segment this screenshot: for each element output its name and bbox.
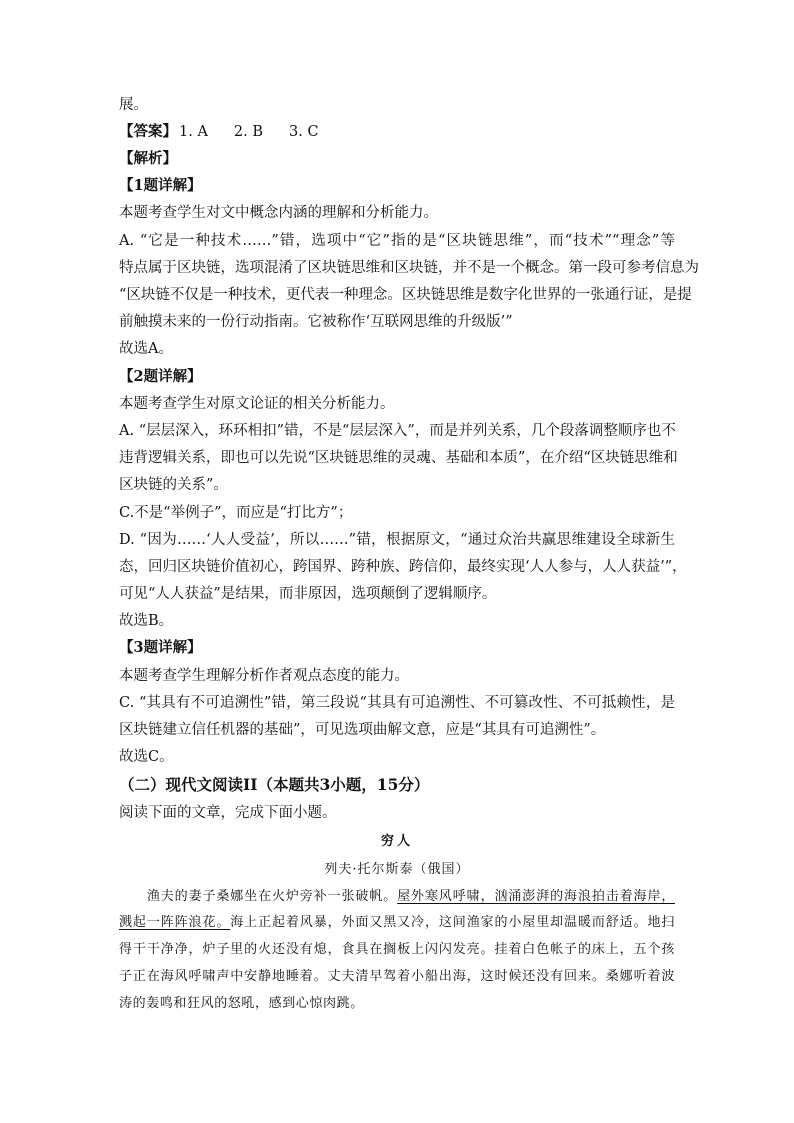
q2-intro: 本题考查学生对原文论证的相关分析能力。 <box>119 396 395 412</box>
q3-conclusion: 故选C。 <box>119 749 174 765</box>
story-line-5: 涛的轰鸣和狂风的怒吼，感到心惊肉跳。 <box>119 996 364 1011</box>
q2-line-3: 区块链的关系”。 <box>119 477 228 493</box>
story-author: 列夫·托尔斯泰（俄国） <box>324 862 470 877</box>
answer-3: 3. C <box>289 124 319 140</box>
q1-line-4: 前触摸未来的一份行动指南。它被称作‘互联网思维的升级版’” <box>119 314 513 330</box>
q1-header: 【1题详解】 <box>119 177 202 194</box>
answer-line <box>119 122 319 142</box>
answer-2: 2. B <box>233 124 264 140</box>
section-instruction: 阅读下面的文章，完成下面小题。 <box>119 805 337 821</box>
answer-label: 【答案】 <box>119 123 177 140</box>
q3-header: 【3题详解】 <box>119 639 202 656</box>
story-line-2-plain: 海上正起着风暴，外面又黑又冷，这间渔家的小屋里却温暖而舒适。地扫 <box>230 915 675 930</box>
q1-line-1: A. “它是一种技术……”错，选项中“它”指的是“区块链思维”，而“技术”“理念”等 <box>119 233 675 249</box>
story-line-2-underlined: 溅起一阵阵浪花。 <box>119 915 231 930</box>
q2-line-5: D. “因为……‘人人受益’，所以……”错，根据原文，“通过众治共赢思维建设全球新生 <box>119 532 675 548</box>
q1-line-2: 特点属于区块链，选项混淆了区块链思维和区块链，并不是一个概念。第一段可参考信息为 <box>119 260 699 276</box>
story-title: 穷人 <box>380 834 413 849</box>
story-line-2 <box>119 914 675 932</box>
answer-1: 1. A <box>179 124 208 140</box>
q2-header: 【2题详解】 <box>119 368 202 385</box>
q2-line-4: C.不是“举例子”，而应是“打比方”； <box>119 505 353 521</box>
q1-intro: 本题考查学生对文中概念内涵的理解和分析能力。 <box>119 205 438 221</box>
q2-conclusion: 故选B。 <box>119 613 174 629</box>
analysis-label: 【解析】 <box>119 150 177 167</box>
q2-line-2: 违背逻辑关系，即也可以先说“区块链思维的灵魂、基础和本质”，在介绍“区块链思维和 <box>119 450 678 466</box>
q3-line-1: C. “其具有不可追溯性”错，第三段说“其具有可追溯性、不可篡改性、不可抵赖性，是 <box>119 695 675 711</box>
carryover-text: 展。 <box>119 97 148 113</box>
q1-conclusion: 故选A。 <box>119 341 173 357</box>
q2-line-7: 可见“人人获益”是结果，而非原因，选项颠倒了逻辑顺序。 <box>119 586 497 602</box>
q3-intro: 本题考查学生理解分析作者观点态度的能力。 <box>119 668 409 684</box>
section-heading: （二）现代文阅读II（本题共3小题，15分） <box>119 775 430 794</box>
story-line-1-plain: 渔夫的妻子桑娜坐在火炉旁补一张破帆。 <box>119 889 398 904</box>
story-line-3: 得干干净净，炉子里的火还没有熄，食具在搁板上闪闪发亮。挂着白色帐子的床上，五个孩 <box>119 942 675 957</box>
story-line-1 <box>119 888 675 906</box>
story-line-1-underlined: 屋外寒风呼啸，汹涌澎湃的海浪拍击着海岸， <box>397 889 675 904</box>
story-line-4: 子正在海风呼啸声中安静地睡着。丈夫清早驾着小船出海，这时候还没有回来。桑娜听着波 <box>119 969 675 984</box>
q1-line-3: “区块链不仅是一种技术，更代表一种理念。区块链思维是数字化世界的一张通行证，是提 <box>119 287 692 303</box>
q3-line-2: 区块链建立信任机器的基础”，可见选项曲解文意，应是“其具有可追溯性”。 <box>119 722 606 738</box>
q2-line-1: A. “层层深入，环环相扣”错，不是“层层深入”，而是并列关系，几个段落调整顺序也不 <box>119 423 676 439</box>
q2-line-6: 态，回归区块链价值初心，跨国界、跨种族、跨信仰，最终实现‘人人参与，人人获益’”， <box>119 559 687 575</box>
